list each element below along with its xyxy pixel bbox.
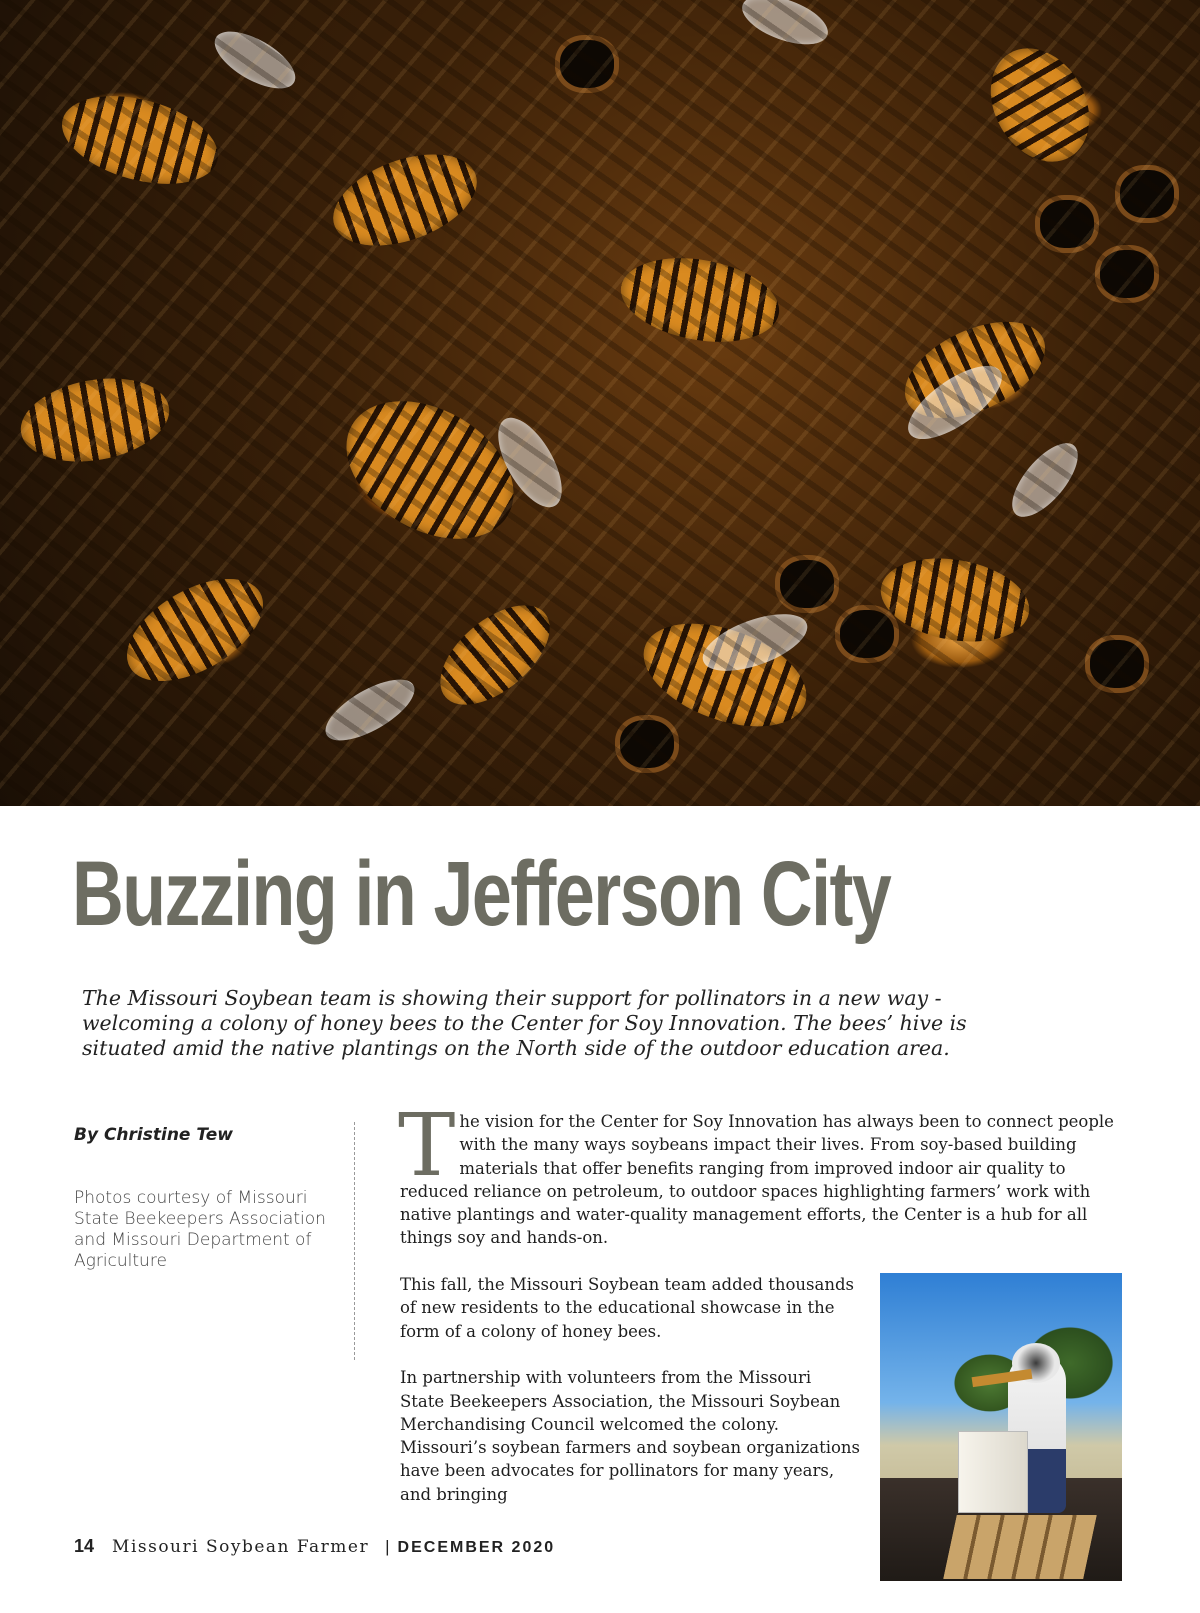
page-footer [74, 1536, 555, 1557]
article-deck: The Missouri Soybean team is showing their support for pollinators in a new way - welcoming a colony of honey bees to the Center for Soy Innovation. The bees’ hive is situated amid the native plantings on the North side of the outdoor education area. [82, 986, 967, 1060]
paragraph-1-text: he vision for the Center for Soy Innovation has always been to connect people with the many ways soybeans impact their lives. From soy-based building materials that offer benefits ranging from improved indoor air quality to reduced reliance on petroleum, to outdoor spaces highlighting farmers’ work with native plantings and water-quality management efforts, the Center is a hub for all things soy and hands-on. [400, 1112, 1114, 1248]
beekeeper-photo [880, 1273, 1122, 1581]
footer-separator: | [385, 1537, 390, 1556]
photo-credit: Photos courtesy of Missouri State Beekeepers Association and Missouri Department of Agriculture [74, 1188, 326, 1271]
publication-name: Missouri Soybean Farmer [112, 1537, 370, 1557]
paragraph-3: In partnership with volunteers from the Missouri State Beekeepers Association, the Missouri Soybean Merchandising Council welcomed the colony. Missouri’s soybean farmers and soybean organizations have been advocates for pollinators for many years, and bringing [400, 1368, 861, 1504]
byline: By Christine Tew [74, 1125, 234, 1145]
article-headline: Buzzing in Jefferson City [72, 843, 891, 945]
paragraph-1 [398, 1096, 1120, 1250]
column-divider [354, 1122, 355, 1360]
dropcap: T [398, 1096, 456, 1196]
hero-photo-honeybees [0, 0, 1200, 806]
paragraph-2: This fall, the Missouri Soybean team added thousands of new residents to the educational showcase in the form of a colony of honey bees. [400, 1275, 854, 1341]
page-number: 14 [74, 1536, 95, 1556]
issue-date: DECEMBER 2020 [397, 1539, 556, 1556]
article-body [397, 1096, 1120, 1591]
